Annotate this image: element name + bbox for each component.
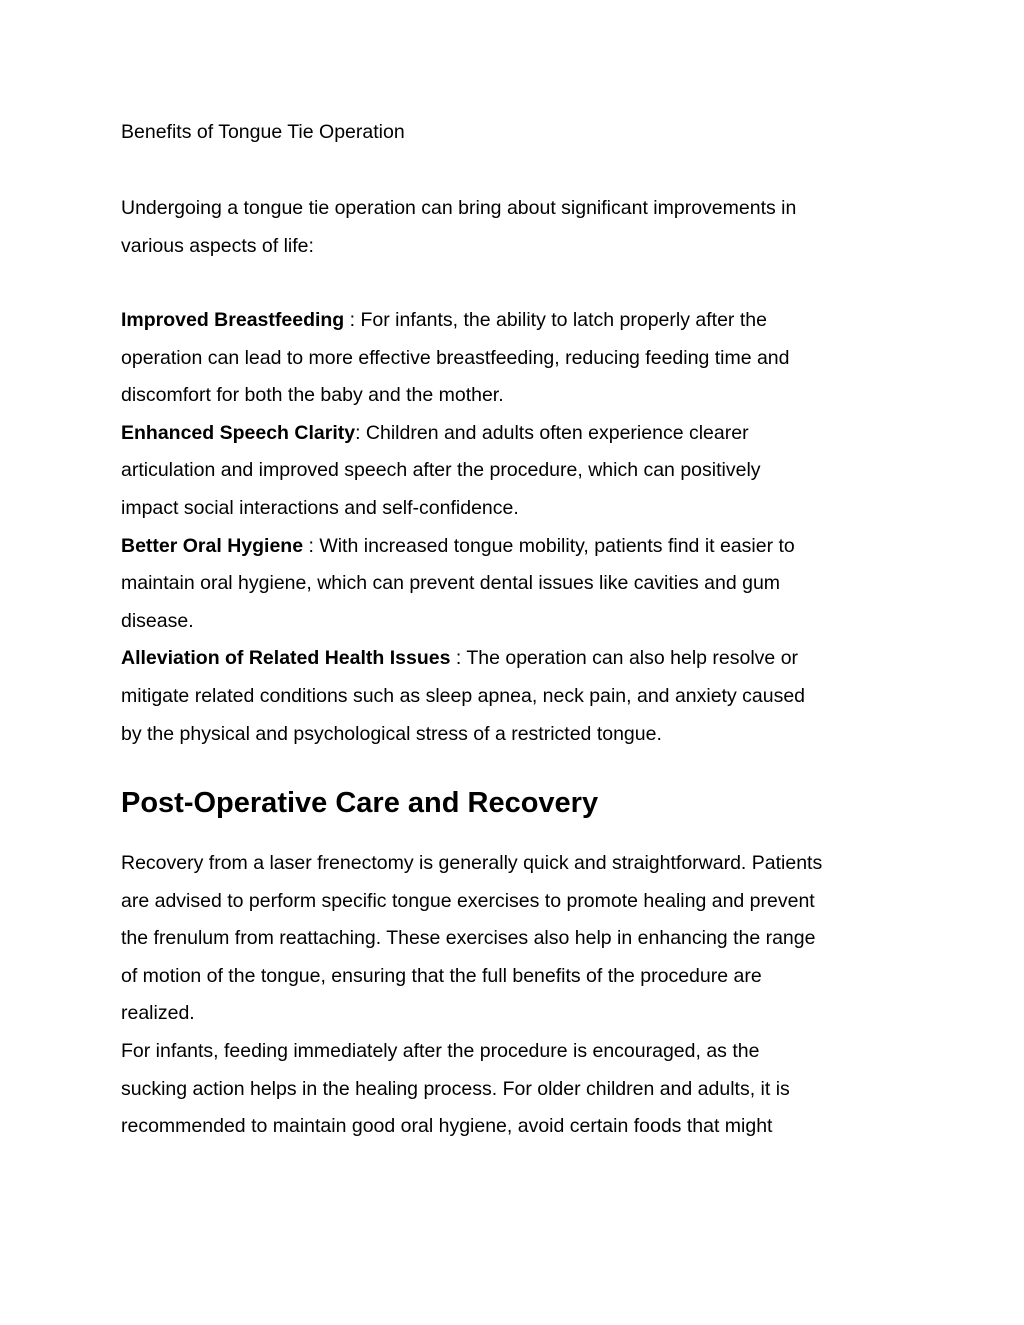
benefit-text: : With increased tongue mobility, patients find it easier to (303, 534, 795, 557)
benefit-text: : Children and adults often experience clearer (355, 421, 749, 444)
paragraph-line: disease. (121, 609, 194, 632)
paragraph-line: operation can lead to more effective breastfeeding, reducing feeding time and (121, 346, 790, 369)
paragraph-line: mitigate related conditions such as sleep apnea, neck pain, and anxiety caused (121, 684, 806, 707)
paragraph-line: are advised to perform specific tongue exercises to promote healing and prevent (121, 889, 815, 912)
paragraph-line: For infants, feeding immediately after the procedure is encouraged, as the (121, 1039, 760, 1062)
recovery-body (121, 845, 911, 1146)
paragraph-line (121, 528, 911, 566)
paragraph-line: articulation and improved speech after the procedure, which can positively (121, 459, 761, 482)
intro-heading-block (121, 114, 911, 152)
paragraph-line: impact social interactions and self-confidence. (121, 496, 519, 519)
benefit-item-health-issues (121, 640, 911, 753)
benefits-list (121, 302, 911, 753)
recovery-paragraph (121, 1033, 911, 1146)
paragraph-line: realized. (121, 1002, 195, 1025)
paragraph-line: the frenulum from reattaching. These exercises also help in enhancing the range (121, 927, 816, 950)
paragraph-line: Recovery from a laser frenectomy is generally quick and straightforward. Patients (121, 852, 823, 874)
benefit-term: Alleviation of Related Health Issues (121, 647, 451, 670)
paragraph-line (121, 640, 911, 678)
paragraph-line: discomfort for both the baby and the mother. (121, 384, 504, 407)
paragraph-line: recommended to maintain good oral hygiene, avoid certain foods that might (121, 1115, 773, 1138)
intro-heading: Benefits of Tongue Tie Operation (121, 121, 405, 143)
paragraph-line: sucking action helps in the healing process. For older children and adults, it is (121, 1077, 790, 1100)
paragraph-line: Undergoing a tongue tie operation can bring about significant improvements in (121, 197, 797, 219)
benefit-text: : For infants, the ability to latch properly after the (344, 309, 767, 331)
paragraph-line (121, 415, 911, 453)
paragraph-line: by the physical and psychological stress of a restricted tongue. (121, 722, 662, 745)
benefit-item-oral-hygiene (121, 528, 911, 641)
paragraph-line (121, 302, 911, 340)
benefit-term: Better Oral Hygiene (121, 534, 304, 557)
paragraph-line: of motion of the tongue, ensuring that the full benefits of the procedure are (121, 964, 762, 987)
paragraph-line: various aspects of life: (121, 234, 314, 257)
benefit-text: : The operation can also help resolve or (450, 647, 799, 670)
intro-paragraph (121, 190, 911, 265)
benefit-item-breastfeeding (121, 302, 911, 415)
recovery-paragraph (121, 845, 911, 1033)
benefit-item-speech (121, 415, 911, 528)
benefit-term: Enhanced Speech Clarity (121, 421, 356, 444)
paragraph-line: maintain oral hygiene, which can prevent dental issues like cavities and gum (121, 572, 781, 595)
benefit-term: Improved Breastfeeding (121, 309, 345, 331)
section-heading: Post-Operative Care and Recovery (121, 787, 599, 819)
